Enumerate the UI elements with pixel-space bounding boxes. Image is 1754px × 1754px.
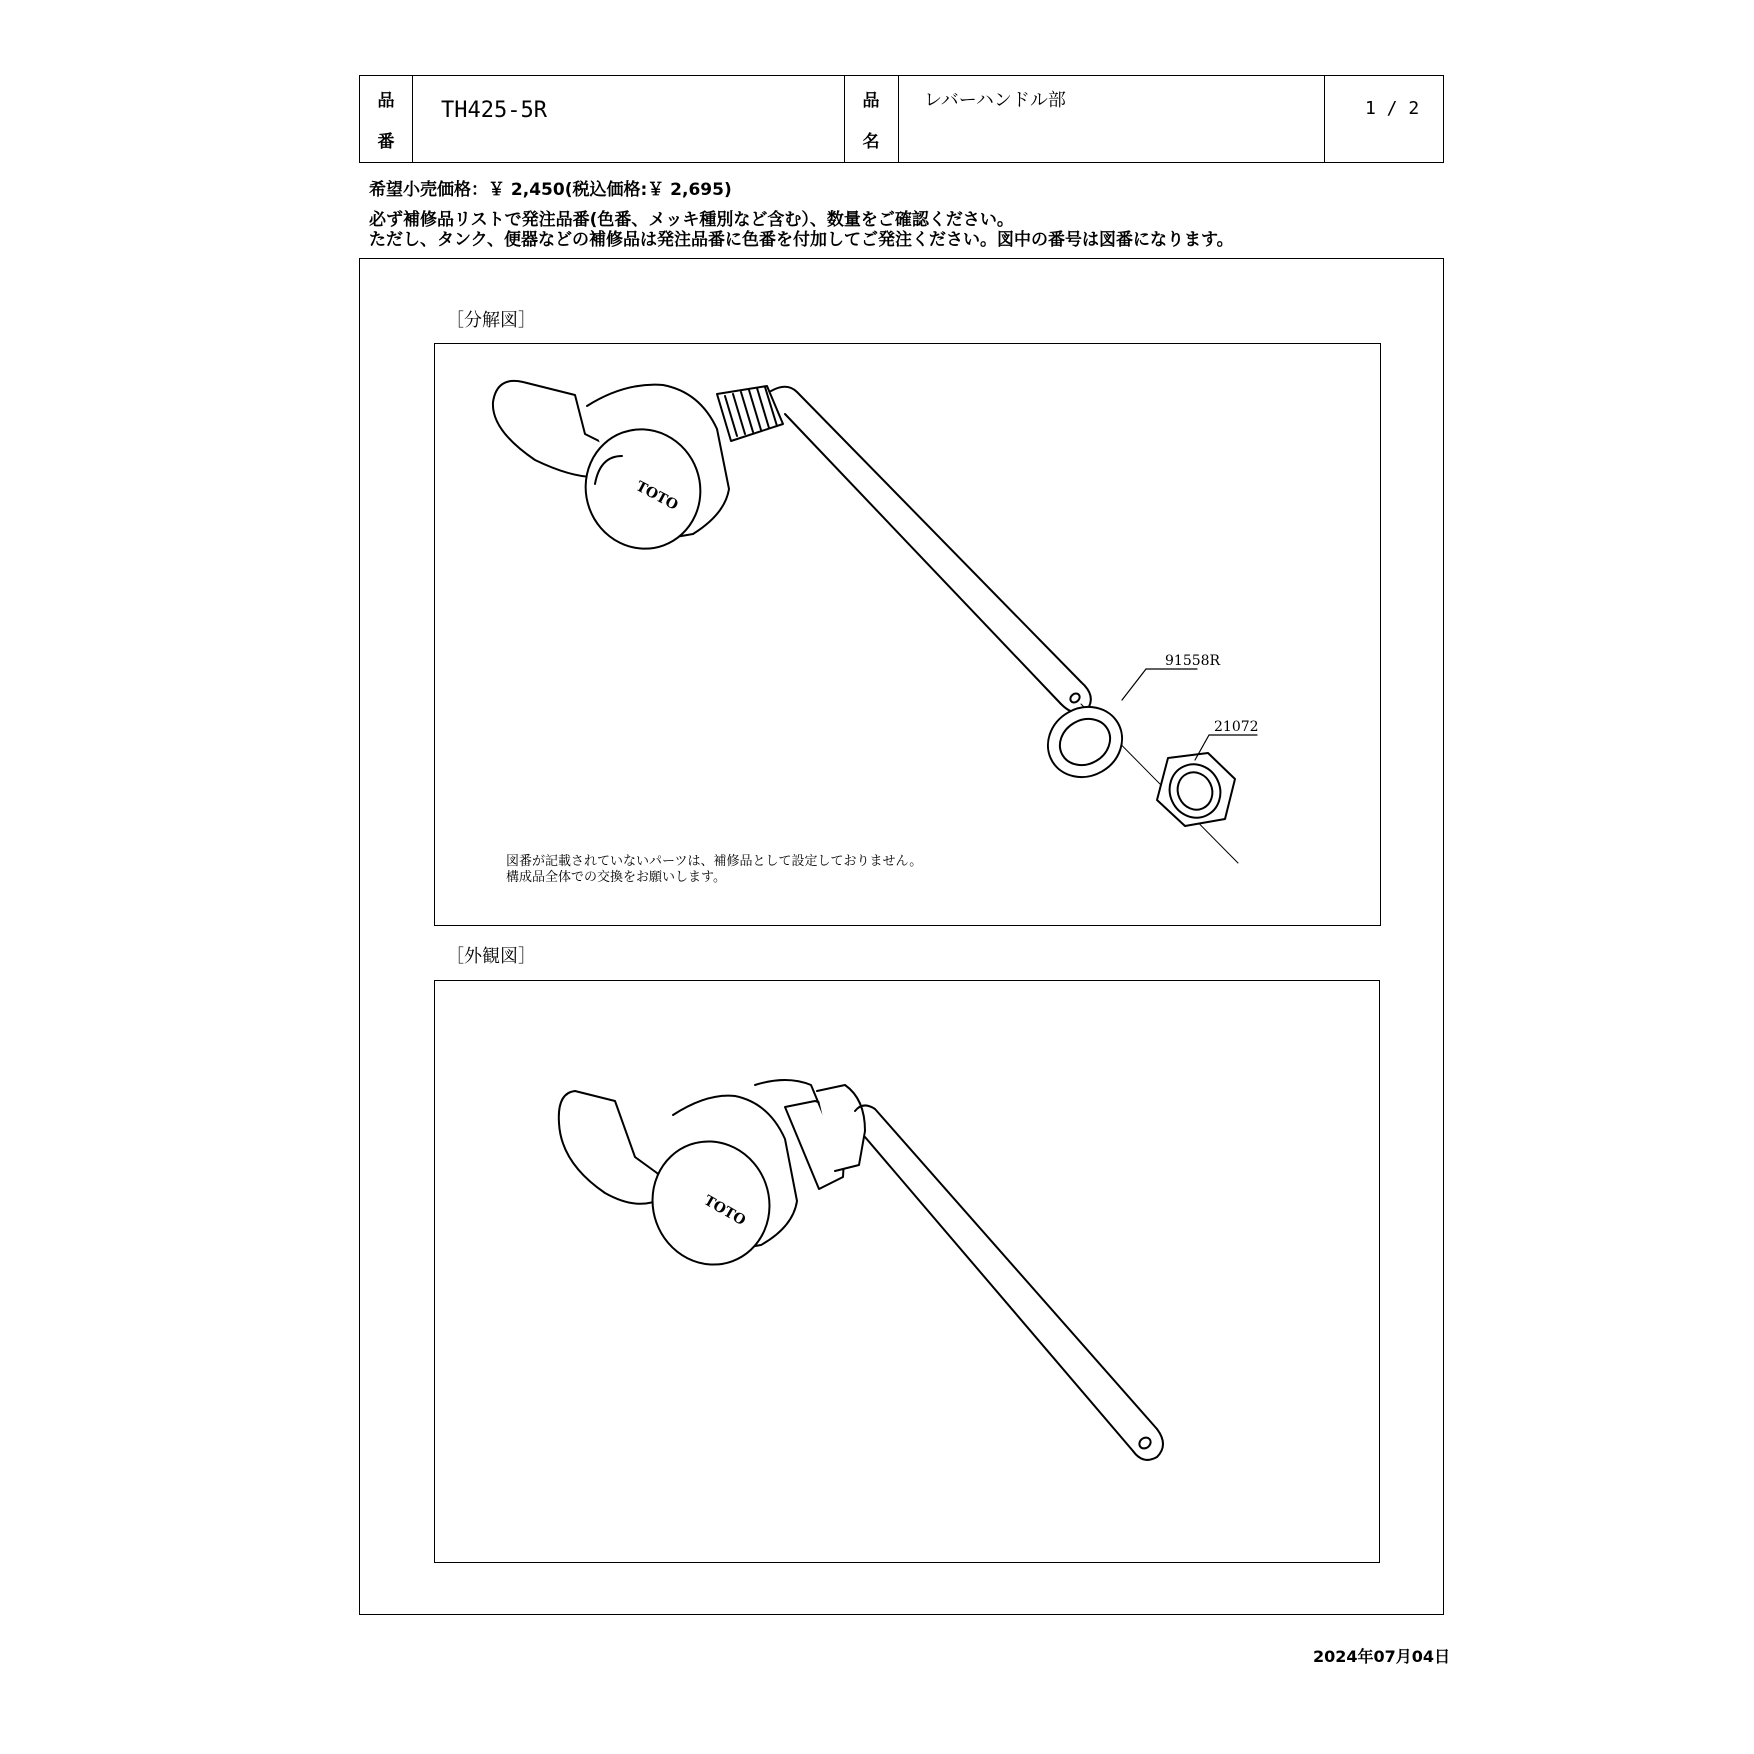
order-note-2: ただし、タンク、便器などの補修品は発注品番に色番を付加してご発注ください。図中の番号は図番になります。	[369, 230, 1234, 250]
exploded-note	[506, 854, 922, 886]
lever-paddle	[559, 1091, 663, 1204]
divider	[844, 76, 845, 162]
product-no-label-1: 品	[377, 91, 395, 111]
product-no-label-2: 番	[377, 132, 395, 152]
retail-price: 希望小売価格：￥ 2,450(税込価格:￥ 2,695)	[369, 180, 732, 200]
lever-rod	[771, 387, 1081, 682]
issue-date: 2024年07月04日	[1313, 1647, 1451, 1666]
product-number: TH425-5R	[441, 98, 547, 123]
appearance-drawing	[435, 981, 1381, 1564]
brand-logo: TOTO	[701, 1192, 749, 1230]
exploded-note-1: 図番が記載されていないパーツは、補修品として設定しておりません。	[506, 854, 923, 869]
washer	[1035, 694, 1135, 791]
lever-rod	[855, 1105, 1157, 1429]
appearance-view-panel	[434, 980, 1380, 1563]
product-name: レバーハンドル部	[924, 90, 1066, 111]
exploded-view-panel	[434, 343, 1381, 926]
appearance-view-title: ［外観図］	[446, 946, 536, 967]
product-name-label-1: 品	[862, 91, 880, 111]
header-table	[359, 75, 1444, 163]
page-indicator: 1 / 2	[1365, 98, 1420, 119]
exploded-view-title: ［分解図］	[446, 310, 536, 331]
product-name-label-2: 名	[862, 132, 880, 152]
part-number-91558r: 91558R	[1165, 653, 1221, 669]
brand-logo: TOTO	[633, 478, 681, 514]
divider	[412, 76, 413, 162]
divider	[898, 76, 899, 162]
order-note-1: 必ず補修品リストで発注品番(色番、メッキ種別など含む）、数量をご確認ください。	[369, 210, 1014, 230]
exploded-view-drawing	[435, 344, 1382, 927]
order-notes	[369, 210, 1234, 250]
exploded-note-2: 構成品全体での交換をお願いします。	[506, 870, 726, 885]
divider	[1324, 76, 1325, 162]
part-number-21072: 21072	[1214, 719, 1259, 735]
